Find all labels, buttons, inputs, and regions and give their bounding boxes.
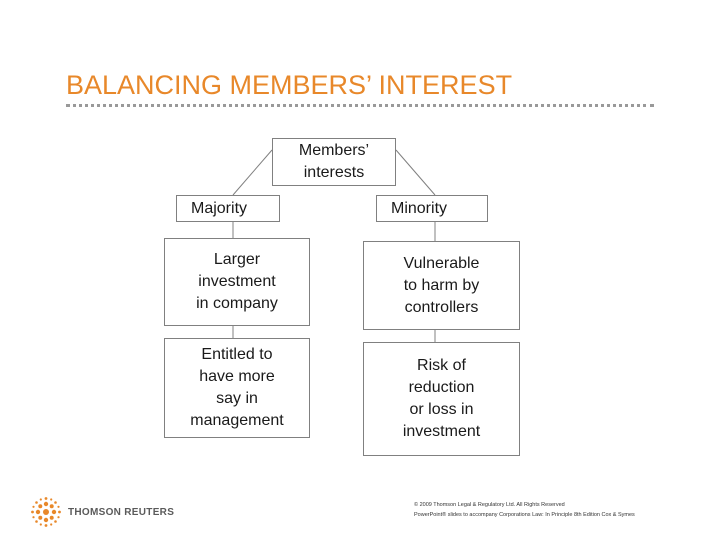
connector-root-majority bbox=[233, 150, 272, 195]
footer-line-2: PowerPoint® slides to accompany Corporations Law: In Principle 8th Edition Cox & Symes bbox=[414, 512, 635, 518]
node-majority bbox=[176, 195, 280, 222]
footer-copyright bbox=[414, 500, 635, 520]
node-larger-investment-label: Larger investment in company bbox=[196, 251, 278, 312]
node-larger-investment bbox=[164, 238, 310, 326]
node-risk-of-reduction bbox=[363, 342, 520, 456]
node-vulnerable bbox=[363, 241, 520, 330]
node-members-interests bbox=[272, 138, 396, 186]
thomson-reuters-dot-globe-icon bbox=[30, 496, 62, 528]
node-members-interests-label: Members’ interests bbox=[298, 142, 370, 181]
node-vulnerable-label: Vulnerable to harm by controllers bbox=[403, 254, 480, 316]
node-risk-of-reduction-label: Risk of reduction or loss in investment bbox=[402, 357, 481, 440]
slide-title: BALANCING MEMBERS’ INTEREST bbox=[66, 70, 513, 100]
thomson-reuters-logo bbox=[30, 496, 174, 528]
brand-name: THOMSON REUTERS bbox=[68, 506, 175, 518]
connector-root-minority bbox=[396, 150, 435, 195]
node-majority-label: Majority bbox=[191, 199, 248, 217]
node-entitled-say bbox=[164, 338, 310, 438]
footer-line-1: © 2009 Thomson Legal & Regulatory Ltd. All Rights Reserved bbox=[414, 502, 565, 508]
node-entitled-say-label: Entitled to have more say in management bbox=[190, 346, 284, 429]
node-minority-label: Minority bbox=[391, 199, 448, 217]
node-minority bbox=[376, 195, 488, 222]
